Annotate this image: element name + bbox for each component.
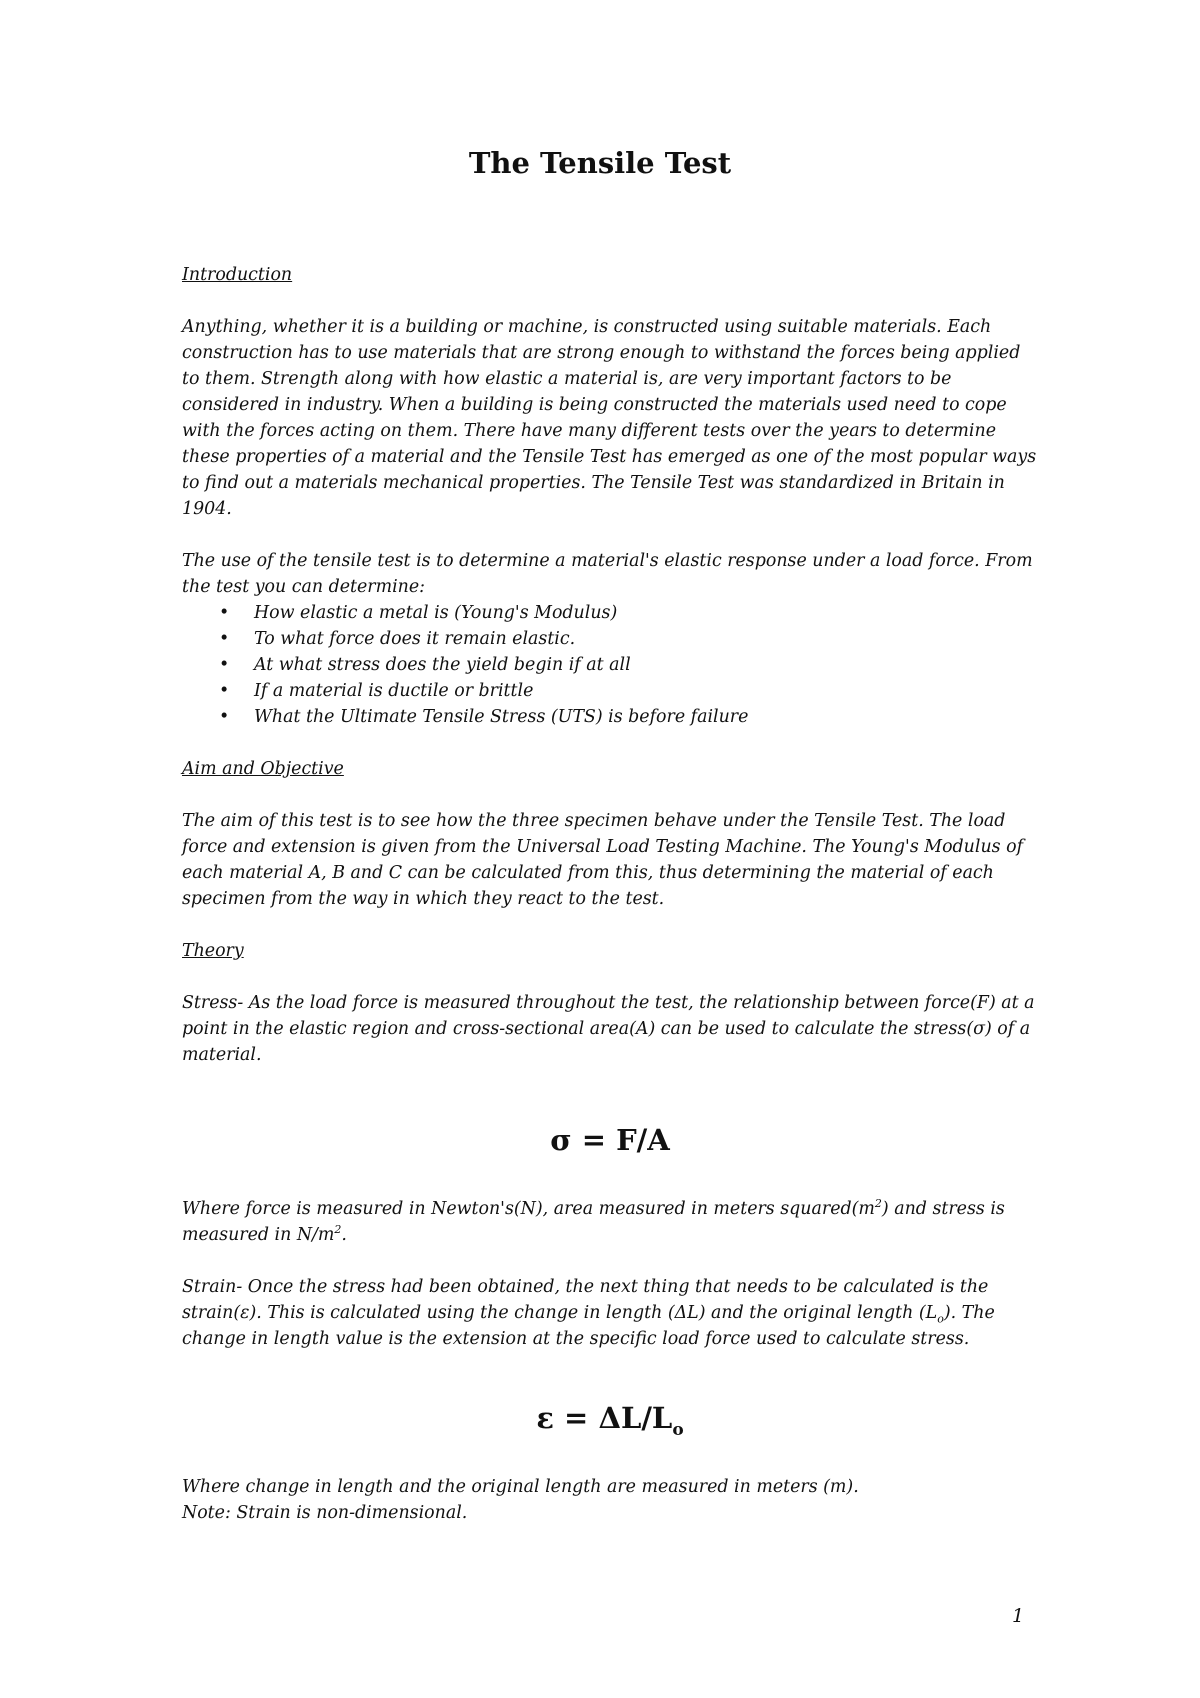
aim-paragraph: The aim of this test is to see how the three specimen behave under the Tensile Test. The load force and extension is given from the Universal Load Testing Machine. The Young's Modulus of each material A, B and C can be calculated from this, thus determining the material of each specimen from the way in which they react to the test. bbox=[182, 811, 1024, 909]
page-number: 1 bbox=[1012, 1605, 1025, 1627]
list-item: • What the Ultimate Tensile Stress (UTS) is before failure bbox=[182, 704, 1038, 730]
stress-units-paragraph: Where force is measured in Newton's(N), area measured in meters $squared(m^2)$ and stress is measured in $N/m^2$. bbox=[182, 1197, 1005, 1245]
document-body bbox=[182, 262, 1038, 1526]
bullet-icon: • bbox=[219, 681, 230, 701]
bullet-icon: • bbox=[219, 629, 230, 649]
list-item: • To what force does it remain elastic. bbox=[182, 626, 1038, 652]
stress-paragraph: Stress- As the load force is measured throughout the test, the relationship between force(F) at a point in the elastic region and cross-sectional area(A) can be used to calculate the stress(σ) of a material. bbox=[182, 993, 1035, 1065]
strain-note: Note: Strain is non-dimensional. bbox=[182, 1503, 468, 1523]
bullet-icon: • bbox=[219, 655, 230, 675]
introduction-paragraph-2: The use of the tensile test is to determine a material's elastic response under a load force. From the test you can determine: bbox=[182, 551, 1033, 597]
list-item: • At what stress does the yield begin if at all bbox=[182, 652, 1038, 678]
bullet-icon: • bbox=[219, 603, 230, 623]
aim-heading: Aim and Objective bbox=[182, 759, 344, 779]
strain-formula: $\varepsilon = \Delta L/L_o$ bbox=[536, 1401, 684, 1440]
list-item: • How elastic a metal is (Young's Modulus) bbox=[182, 600, 1038, 626]
document-title: The Tensile Test bbox=[468, 146, 732, 180]
introduction-paragraph-1: Anything, whether it is a building or machine, is constructed using suitable materials. Each construction has to use materials that are strong enough to withstand the forces being applied to them. Strength along with how elastic a material is, are very important factors to be considered in industry. When a building is being constructed the materials used need to cope with the forces acting on them. There have many different tests over the years to determine these properties of a material and the Tensile Test has emerged as one of the most popular ways to find out a materials mechanical properties. The Tensile Test was standardized in Britain in 1904. bbox=[182, 317, 1037, 519]
theory-heading: Theory bbox=[182, 941, 244, 961]
strain-units-paragraph: Where change in length and the original length are measured in meters (m). bbox=[182, 1477, 859, 1497]
introduction-heading: Introduction bbox=[182, 265, 293, 285]
strain-paragraph: Strain- Once the stress had been obtained, the next thing that needs to be calculated is the strain(ε). This is calculated using the change in length (ΔL) and the original length $(L_o)$. The change in length value is the extension at the specific load force used to calculate stress. bbox=[182, 1277, 995, 1349]
determinable-properties-list bbox=[182, 600, 1038, 730]
bullet-icon: • bbox=[219, 707, 230, 727]
list-item: • If a material is ductile or brittle bbox=[182, 678, 1038, 704]
stress-formula: σ = F/A bbox=[550, 1123, 670, 1157]
